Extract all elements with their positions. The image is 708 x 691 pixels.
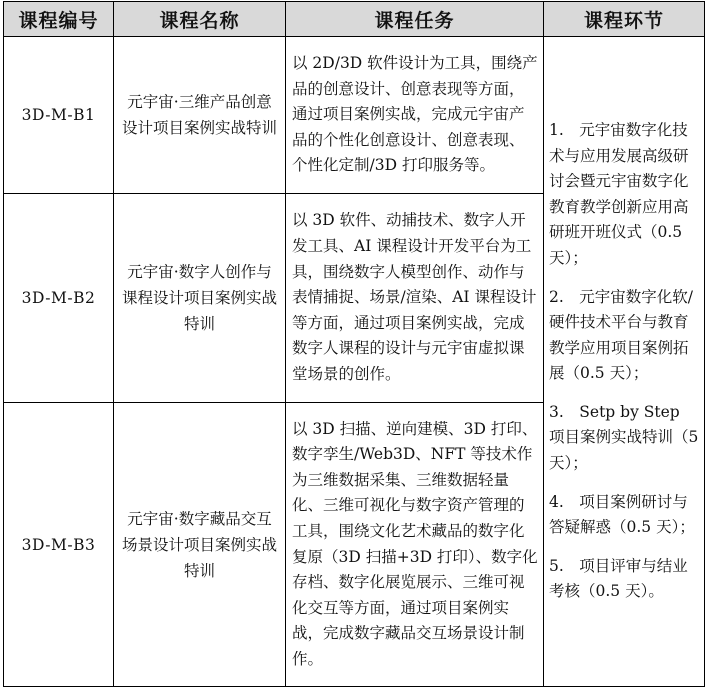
course-step-1: 1. 元宇宙数字化技术与应用发展高级研讨会暨元宇宙数字化教育教学创新应用高研班开班仪式（0.5 天）；: [549, 120, 689, 267]
header-course-steps: 课程环节: [544, 2, 705, 37]
course-task: 以 3D 软件、动捕技术、数字人开发工具、AI 课程设计开发平台为工具，围绕数字人模型创作、动作与表情捕捉、场景/渲染、AI 课程设计等方面，通过项目案例实战，完成数字人课程的设计与元宇宙虚拟课堂场景的创作。: [286, 194, 544, 403]
course-name: 元宇宙·数字藏品交互场景设计项目案例实战特训: [114, 403, 286, 687]
course-name: 元宇宙·三维产品创意设计项目案例实战特训: [114, 37, 286, 194]
course-code: 3D-M-B2: [4, 194, 114, 403]
course-step-5: 5. 项目评审与结业考核（0.5 天）。: [549, 556, 688, 601]
course-steps-cell: [544, 37, 705, 687]
course-code: 3D-M-B3: [4, 403, 114, 687]
course-name: 元宇宙·数字人创作与课程设计项目案例实战特训: [114, 194, 286, 403]
header-course-name: 课程名称: [114, 2, 286, 37]
header-course-code: 课程编号: [4, 2, 114, 37]
course-task: 以 3D 扫描、逆向建模、3D 打印、数字孪生/Web3D、NFT 等技术作为三维数据采集、三维数据轻量化、三维可视化与数字资产管理的工具，围绕文化艺术藏品的数字化复原（3D 扫描+3D 打印）、数字化存档、数字化展览展示、三维可视化交互等方面，通过项目案例实战，完成数字藏品交互场景设计制作。: [286, 403, 544, 687]
table-row: [4, 37, 705, 194]
course-table: [3, 1, 705, 687]
header-course-task: 课程任务: [286, 2, 544, 37]
course-step-2: 2. 元宇宙数字化软/硬件技术平台与教育教学应用项目案例拓展（0.5 天）；: [549, 287, 694, 383]
course-task: 以 2D/3D 软件设计为工具，围绕产品的创意设计、创意表现等方面，通过项目案例实战，完成元宇宙产品的个性化创意设计、创意表现、个性化定制/3D 打印服务等。: [286, 37, 544, 194]
course-code: 3D-M-B1: [4, 37, 114, 194]
course-step-3: 3. Setp by Step 项目案例实战特训（5 天）；: [549, 402, 699, 473]
course-step-4: 4. 项目案例研讨与答疑解惑（0.5 天）；: [549, 492, 695, 537]
header-row: [4, 2, 705, 37]
